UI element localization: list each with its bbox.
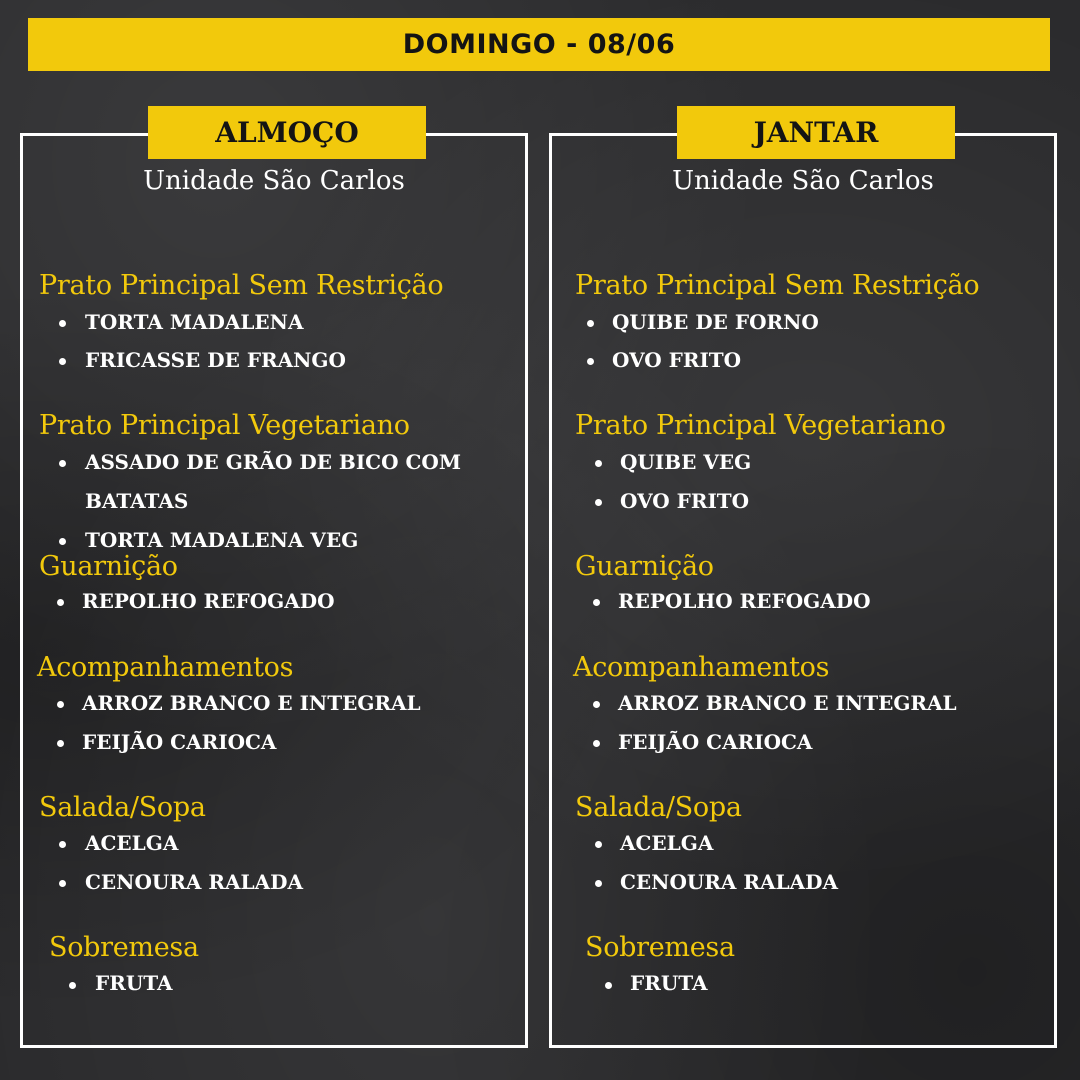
dinner-item: QUIBE DE FORNO — [612, 310, 819, 334]
bullet-icon — [595, 841, 602, 848]
bullet-icon — [595, 499, 602, 506]
bullet-icon — [595, 460, 602, 467]
dinner-unit: Unidade São Carlos — [672, 166, 934, 196]
lunch-item: FEIJÃO CARIOCA — [82, 730, 277, 754]
dinner-item: FEIJÃO CARIOCA — [618, 730, 813, 754]
lunch-item: CENOURA RALADA — [85, 870, 303, 894]
bullet-icon — [59, 841, 66, 848]
dinner-section-title: Prato Principal Sem Restrição — [575, 270, 980, 301]
bullet-icon — [59, 538, 66, 545]
lunch-item: ASSADO DE GRÃO DE BICO COM — [85, 450, 461, 474]
bullet-icon — [595, 880, 602, 887]
dinner-item: QUIBE VEG — [620, 450, 752, 474]
dinner-item: FRUTA — [630, 971, 708, 995]
lunch-title: ALMOÇO — [148, 106, 426, 159]
bullet-icon — [605, 982, 612, 989]
bullet-icon — [593, 599, 600, 606]
lunch-section-title: Guarnição — [39, 551, 178, 582]
dinner-item: REPOLHO REFOGADO — [618, 589, 871, 613]
lunch-section-title: Prato Principal Vegetariano — [39, 410, 410, 441]
lunch-section-title: Sobremesa — [49, 932, 199, 963]
dinner-item: OVO FRITO — [620, 489, 750, 513]
dinner-item: OVO FRITO — [612, 348, 742, 372]
lunch-item: FRICASSE DE FRANGO — [85, 348, 346, 372]
bullet-icon — [587, 320, 594, 327]
lunch-item: TORTA MADALENA — [85, 310, 304, 334]
lunch-item: REPOLHO REFOGADO — [82, 589, 335, 613]
lunch-item: FRUTA — [95, 971, 173, 995]
dinner-title: JANTAR — [677, 106, 955, 159]
lunch-item: TORTA MADALENA VEG — [85, 528, 359, 552]
bullet-icon — [57, 740, 64, 747]
bullet-icon — [59, 358, 66, 365]
date-banner: DOMINGO - 08/06 — [28, 18, 1050, 71]
dinner-item: CENOURA RALADA — [620, 870, 838, 894]
bullet-icon — [69, 982, 76, 989]
dinner-section-title: Acompanhamentos — [573, 652, 830, 683]
bullet-icon — [59, 320, 66, 327]
dinner-section-title: Prato Principal Vegetariano — [575, 410, 946, 441]
lunch-section-title: Acompanhamentos — [37, 652, 294, 683]
bullet-icon — [593, 701, 600, 708]
dinner-section-title: Sobremesa — [585, 932, 735, 963]
lunch-unit: Unidade São Carlos — [143, 166, 405, 196]
lunch-item: ARROZ BRANCO E INTEGRAL — [82, 691, 421, 715]
lunch-section-title: Prato Principal Sem Restrição — [39, 270, 444, 301]
bullet-icon — [59, 460, 66, 467]
lunch-item: ACELGA — [85, 831, 179, 855]
bullet-icon — [587, 358, 594, 365]
dinner-item: ARROZ BRANCO E INTEGRAL — [618, 691, 957, 715]
bullet-icon — [57, 701, 64, 708]
dinner-section-title: Guarnição — [575, 551, 714, 582]
dinner-item: ACELGA — [620, 831, 714, 855]
lunch-section-title: Salada/Sopa — [39, 792, 206, 823]
bullet-icon — [57, 599, 64, 606]
lunch-item: BATATAS — [85, 489, 189, 513]
bullet-icon — [593, 740, 600, 747]
bullet-icon — [59, 880, 66, 887]
dinner-section-title: Salada/Sopa — [575, 792, 742, 823]
